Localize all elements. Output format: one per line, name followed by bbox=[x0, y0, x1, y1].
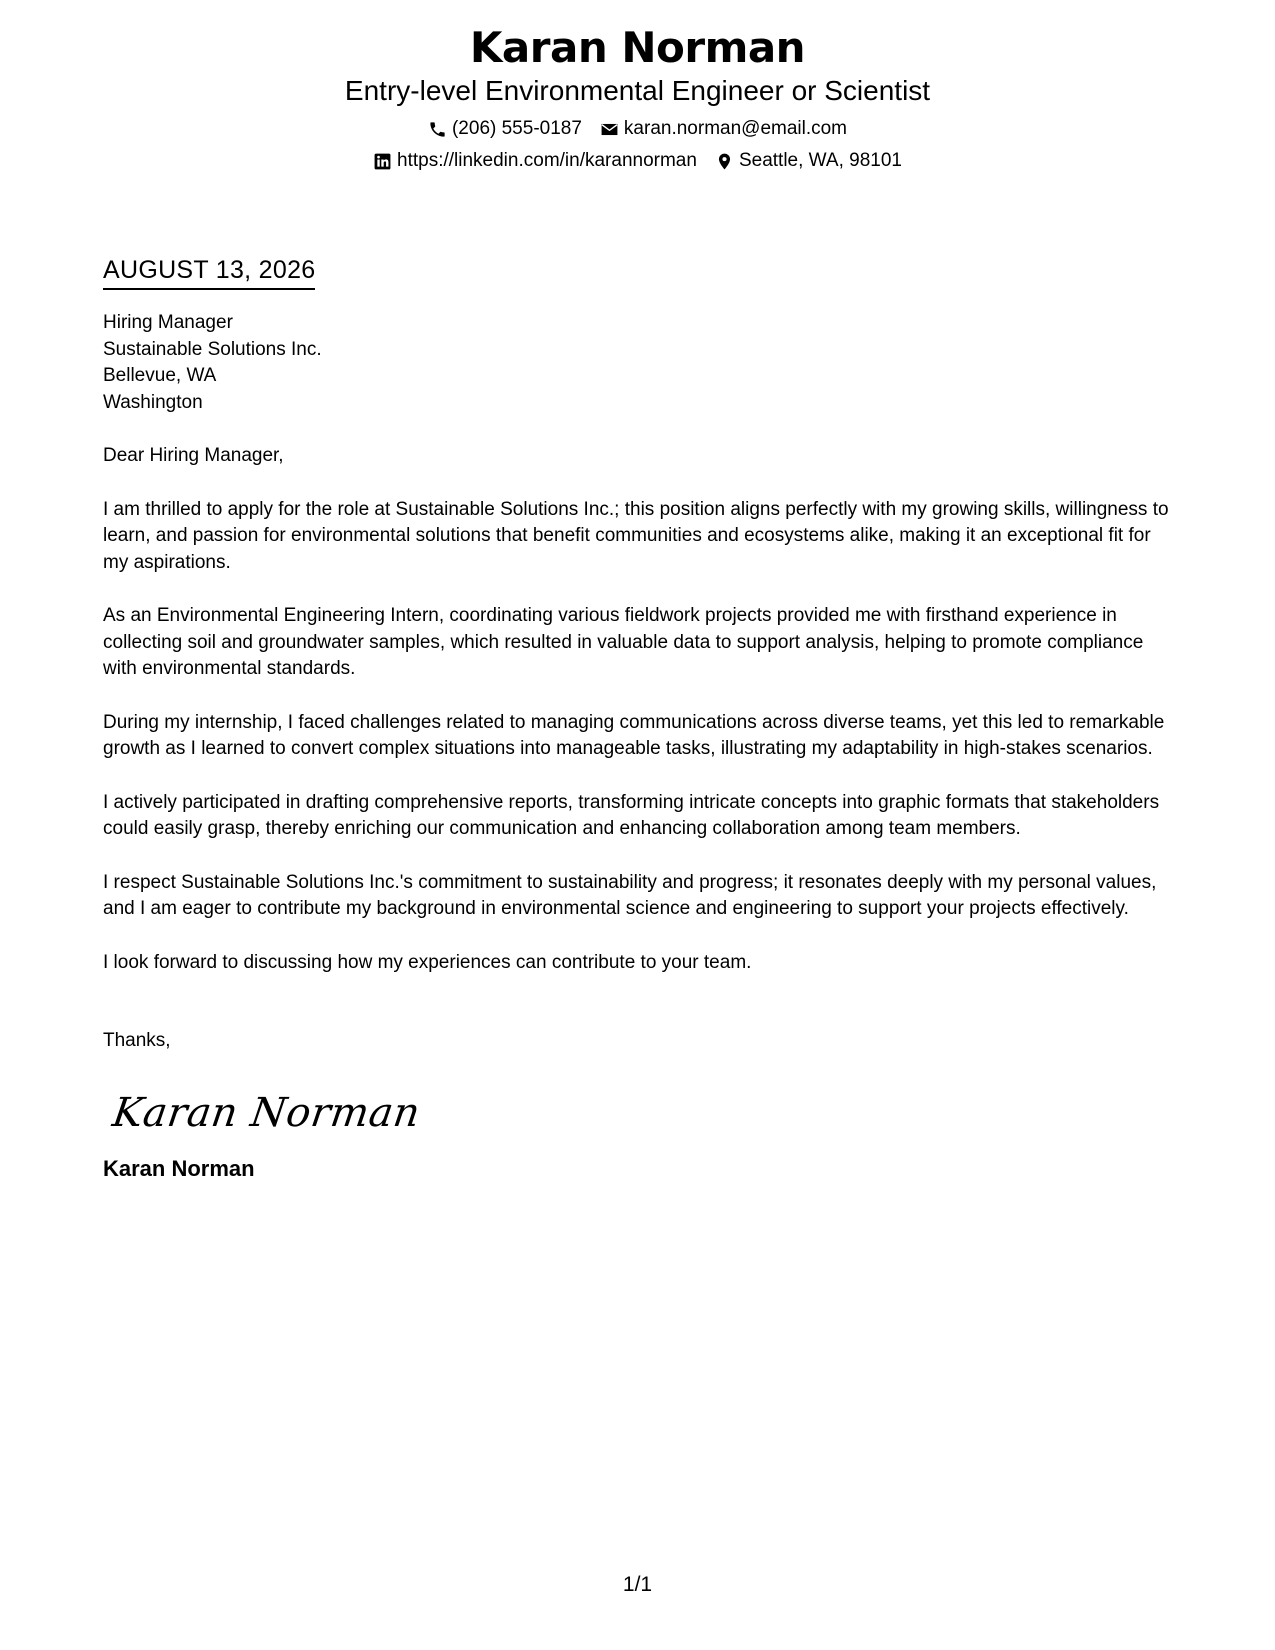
contact-email bbox=[600, 117, 847, 141]
applicant-name: Karan Norman bbox=[469, 23, 806, 72]
linkedin-text: https://linkedin.com/in/karannorman bbox=[397, 150, 697, 171]
recipient-state: Washington bbox=[103, 391, 203, 413]
body-paragraph: During my internship, I faced challenges related to managing communications across diverse teams, yet this led to remarkable growth as I learned to convert complex situations into manageable tasks, illustrating my adaptability in high-stakes scenarios. bbox=[103, 711, 1165, 759]
body-paragraph: As an Environmental Engineering Intern, coordinating various fieldwork projects provided me with firsthand experience in collecting soil and groundwater samples, which resulted in valuable data to support analysis, helping to promote compliance with environmental standards. bbox=[103, 605, 1144, 679]
closing: Thanks, bbox=[103, 1030, 171, 1051]
contact-location bbox=[715, 149, 902, 173]
body-paragraph: I actively participated in drafting comprehensive reports, transforming intricate concepts into graphic formats that stakeholders could easily grasp, thereby enriching our communication and enhancing collaboration among team members. bbox=[103, 791, 1160, 839]
recipient-company: Sustainable Solutions Inc. bbox=[103, 338, 322, 360]
page-number: 1/1 bbox=[622, 1573, 653, 1596]
contact-phone bbox=[428, 117, 582, 141]
letter-header bbox=[0, 22, 1275, 173]
recipient-name: Hiring Manager bbox=[103, 312, 233, 333]
signer-name: Karan Norman bbox=[103, 1155, 255, 1181]
recipient-block bbox=[103, 310, 1173, 416]
letter-body bbox=[103, 254, 1173, 1183]
envelope-icon bbox=[600, 120, 619, 139]
recipient-city: Bellevue, WA bbox=[103, 365, 217, 386]
applicant-title: Entry-level Environmental Engineer or Scientist bbox=[344, 75, 931, 106]
body-paragraph: I look forward to discussing how my experiences can contribute to your team. bbox=[103, 951, 752, 973]
email-text: karan.norman@email.com bbox=[623, 118, 848, 139]
handwritten-signature: Karan Norman bbox=[109, 1089, 424, 1136]
linkedin-icon bbox=[373, 152, 392, 171]
salutation: Dear Hiring Manager, bbox=[103, 445, 284, 466]
body-paragraph: I respect Sustainable Solutions Inc.'s commitment to sustainability and progress; it resonates deeply with my personal values, and I am eager to contribute my background in environmental science and engineering to support your projects effectively. bbox=[103, 871, 1157, 919]
map-pin-icon bbox=[715, 152, 734, 171]
phone-icon bbox=[428, 120, 447, 139]
contact-row-secondary bbox=[0, 149, 1275, 173]
contact-linkedin bbox=[373, 149, 697, 173]
phone-text: (206) 555-0187 bbox=[451, 118, 582, 139]
letter-date: AUGUST 13, 2026 bbox=[103, 254, 315, 290]
contact-row-primary bbox=[0, 117, 1275, 141]
body-paragraph: I am thrilled to apply for the role at Sustainable Solutions Inc.; this position aligns perfectly with my growing skills, willingness to learn, and passion for environmental solutions that benefit communities and ecosystems alike, making it an exceptional fit for my aspirations. bbox=[103, 498, 1169, 573]
location-text: Seattle, WA, 98101 bbox=[738, 150, 902, 171]
